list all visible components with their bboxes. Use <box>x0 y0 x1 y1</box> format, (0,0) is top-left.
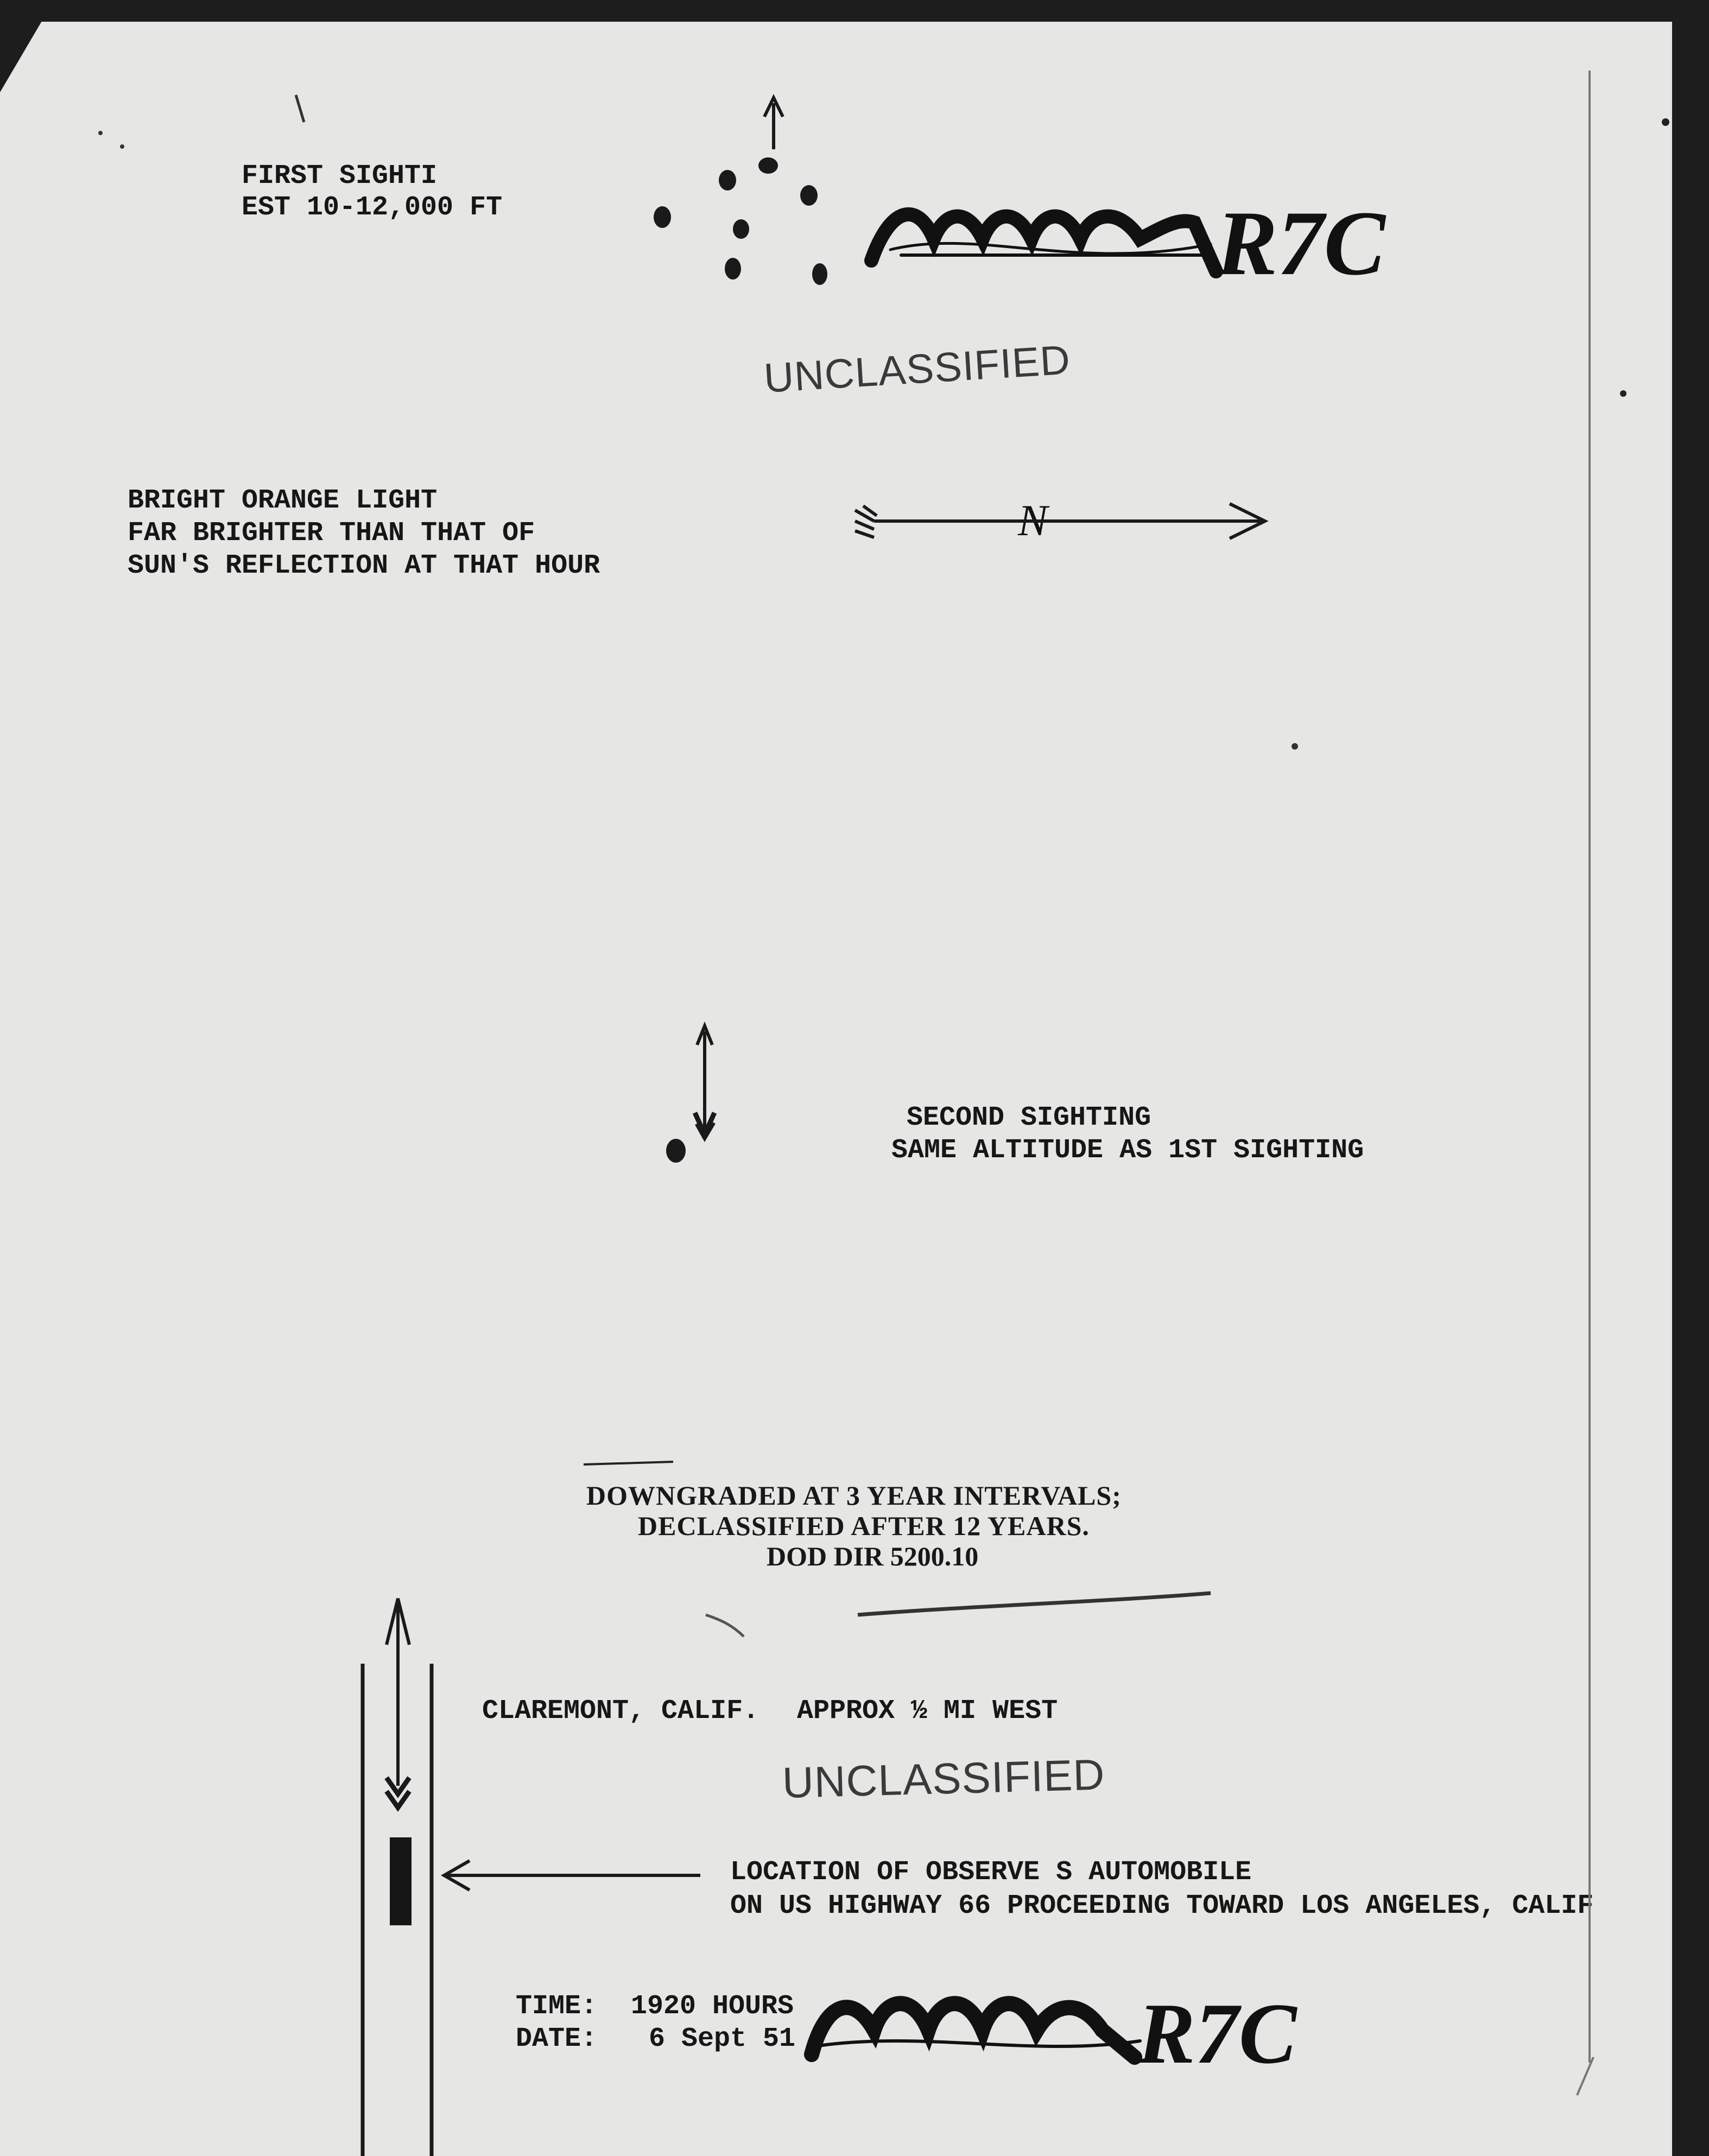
declass-stamp-rule <box>584 1462 673 1464</box>
second-sighting-altitude: SAME ALTITUDE AS 1ST SIGHTING <box>891 1135 1364 1166</box>
declass-stamp-rule-bottom <box>858 1593 1211 1615</box>
formation-dot <box>725 258 741 280</box>
formation-dot <box>733 219 749 239</box>
date-value: 6 Sept 51 <box>649 2024 796 2054</box>
observer-line-2: ON US HIGHWAY 66 PROCEEDING TOWARD LOS ANGELES, CALIF <box>730 1891 1594 1922</box>
time-value: 1920 HOURS <box>631 1991 794 2022</box>
second-sighting-title: SECOND SIGHTING <box>907 1102 1151 1133</box>
second-sighting-arrow <box>695 1026 714 1137</box>
observer-automobile <box>390 1837 412 1925</box>
redaction-mark-bottom: R7C <box>1137 1985 1297 2082</box>
time-label: TIME: <box>516 1991 598 2022</box>
redaction-scribble-bottom <box>812 2003 1140 2057</box>
location-place: CLAREMONT, CALIF. <box>482 1696 759 1727</box>
second-sighting-dot <box>666 1139 686 1163</box>
formation-dot <box>812 263 827 285</box>
observer-line-1: LOCATION OF OBSERVE S AUTOMOBILE <box>730 1857 1252 1888</box>
light-description-line-2: FAR BRIGHTER THAN THAT OF <box>128 518 535 549</box>
formation-dot <box>719 170 736 191</box>
declass-line-1: DOWNGRADED AT 3 YEAR INTERVALS; <box>586 1480 1122 1511</box>
declass-line-2: DECLASSIFIED AFTER 12 YEARS. <box>638 1511 1090 1541</box>
north-arrow <box>855 504 1265 538</box>
redaction-scribble-top <box>871 214 1216 271</box>
declass-line-3: DOD DIR 5200.10 <box>767 1541 979 1571</box>
unclassified-stamp-bottom: UNCLASSIFIED <box>781 1750 1106 1807</box>
formation-dot <box>654 206 671 228</box>
unclassified-stamp-top: UNCLASSIFIED <box>762 337 1072 402</box>
observer-pointer-arrow <box>444 1861 700 1890</box>
date-label: DATE: <box>516 2024 598 2054</box>
redaction-mark-top: R7C <box>1216 192 1385 294</box>
first-sighting-title: FIRST SIGHTI <box>242 161 438 192</box>
light-description-line-1: BRIGHT ORANGE LIGHT <box>128 485 438 516</box>
formation-dot <box>758 157 778 174</box>
formation-dot <box>800 185 818 206</box>
light-description-line-3: SUN'S REFLECTION AT THAT HOUR <box>128 550 600 581</box>
north-label: N <box>1018 496 1048 545</box>
first-sighting-altitude: EST 10-12,000 FT <box>242 192 503 223</box>
location-distance: APPROX ½ MI WEST <box>797 1696 1058 1727</box>
